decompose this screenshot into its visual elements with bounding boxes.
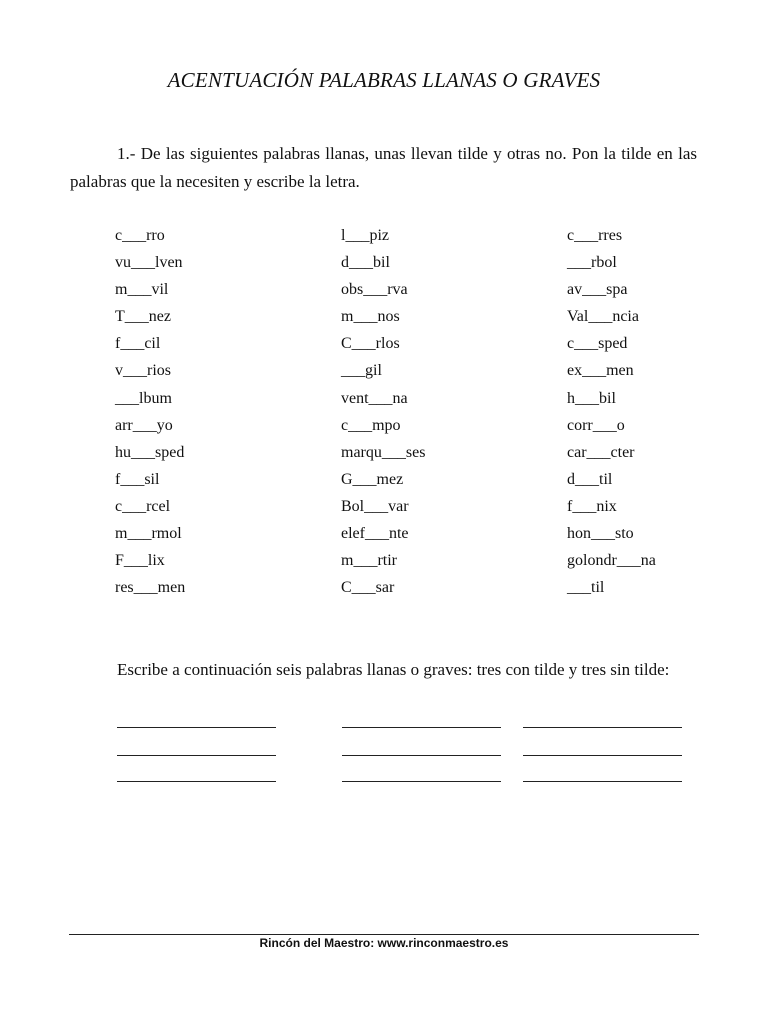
fill-word: Bol___var	[341, 497, 409, 515]
fill-word: ___lbum	[115, 389, 172, 407]
answer-line	[342, 727, 501, 728]
fill-word: m___vil	[115, 281, 169, 299]
fill-word: h___bil	[567, 389, 616, 407]
fill-word: m___rmol	[115, 525, 182, 543]
answer-line	[342, 755, 501, 756]
fill-word: v___rios	[115, 362, 171, 380]
fill-word: elef___nte	[341, 525, 409, 543]
answer-line	[117, 755, 276, 756]
fill-word: golondr___na	[567, 552, 656, 570]
fill-word: c___sped	[567, 335, 628, 353]
word-column-2	[341, 222, 425, 601]
word-column-3	[567, 222, 656, 601]
footer-credit: Rincón del Maestro: www.rinconmaestro.es	[259, 936, 509, 950]
fill-word: c___rres	[567, 227, 623, 244]
fill-word: l___piz	[341, 227, 389, 244]
fill-word: f___nix	[567, 497, 617, 515]
exercise-2-instruction: Escribe a continuación seis palabras llanas o graves: tres con tilde y tres sin tilde:	[117, 660, 670, 679]
fill-word: arr___yo	[115, 416, 173, 434]
fill-word: C___sar	[341, 579, 395, 597]
fill-word: m___rtir	[341, 552, 397, 570]
answer-line	[523, 781, 682, 782]
fill-word: Val___ncia	[567, 308, 639, 326]
fill-word: hu___sped	[115, 443, 185, 461]
fill-word: car___cter	[567, 443, 635, 461]
fill-word: T___nez	[115, 308, 171, 326]
fill-word: ___rbol	[567, 254, 617, 272]
fill-word: res___men	[115, 579, 186, 597]
fill-word: vent___na	[341, 389, 408, 407]
fill-word: marqu___ses	[341, 443, 426, 461]
fill-word: f___cil	[115, 335, 161, 353]
footer-divider	[69, 934, 699, 935]
fill-word: C___rlos	[341, 335, 400, 353]
fill-word: vu___lven	[115, 254, 183, 272]
fill-word: c___rcel	[115, 497, 171, 515]
fill-word: d___til	[567, 470, 613, 488]
fill-word: f___sil	[115, 470, 160, 488]
fill-word: hon___sto	[567, 525, 634, 543]
fill-word: corr___o	[567, 416, 625, 434]
fill-word: ex___men	[567, 362, 634, 380]
fill-word: c___mpo	[341, 416, 401, 434]
answer-line	[117, 727, 276, 728]
fill-word: c___rro	[115, 227, 165, 244]
answer-line	[523, 727, 682, 728]
fill-word: G___mez	[341, 470, 404, 488]
fill-word: F___lix	[115, 552, 165, 570]
answer-line	[342, 781, 501, 782]
fill-word: m___nos	[341, 308, 400, 326]
answer-line	[523, 755, 682, 756]
word-column-1	[115, 222, 185, 601]
page-title: ACENTUACIÓN PALABRAS LLANAS O GRAVES	[167, 68, 601, 92]
fill-word: obs___rva	[341, 281, 408, 299]
answer-line	[117, 781, 276, 782]
fill-word: ___gil	[341, 362, 382, 380]
fill-word: ___til	[567, 579, 605, 597]
exercise-1-instruction: 1.- De las siguientes palabras llanas, unas llevan tilde y otras no. Pon la tilde en las palabras que la necesiten y escribe la letra.	[70, 144, 697, 191]
fill-word: d___bil	[341, 254, 390, 272]
fill-word: av___spa	[567, 281, 628, 299]
